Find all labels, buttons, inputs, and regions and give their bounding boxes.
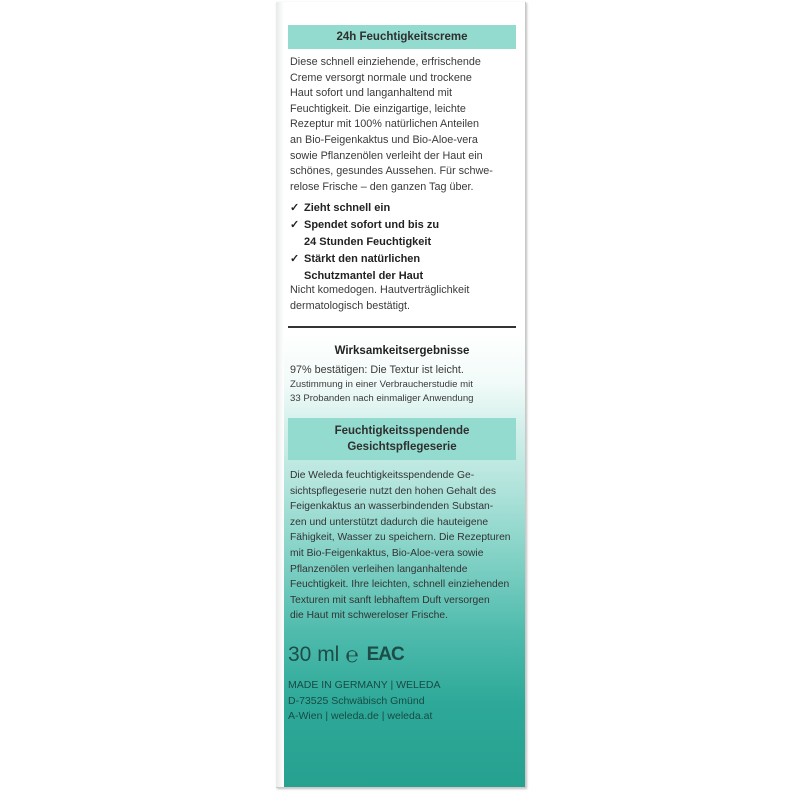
- series-line: sichtspflegeserie nutzt den hohen Gehalt des: [290, 485, 497, 497]
- manufacturer-info: [288, 678, 440, 725]
- section-divider: [288, 326, 516, 328]
- benefit-line: 24 Stunden Feuchtigkeit: [304, 236, 432, 248]
- series-title-line: Gesichtspflegeserie: [347, 441, 457, 453]
- efficacy-study-note: [290, 378, 518, 405]
- series-line: Fähigkeit, Wasser zu speichern. Die Rezepturen: [290, 532, 511, 544]
- series-line: Texturen mit sanft lebhaftem Duft versorgen: [290, 594, 490, 606]
- description-line: Diese schnell einziehende, erfrischende: [290, 56, 481, 68]
- manufacturer-line: A-Wien | weleda.de | weleda.at: [288, 710, 433, 722]
- volume-label: 30 ml: [288, 643, 340, 666]
- efficacy-result: 97% bestätigen: Die Textur ist leicht.: [290, 364, 464, 376]
- series-line: Pflanzenölen verleihen langanhaltende: [290, 563, 468, 575]
- series-line: Feigenkaktus an wasserbindenden Substan-: [290, 501, 494, 513]
- description-line: Creme versorgt normale und trockene: [290, 71, 472, 84]
- series-line: zen und unterstützt dadurch die hauteigene: [290, 516, 489, 528]
- description-line: relose Frische – den ganzen Tag über.: [290, 180, 474, 193]
- checkmark-icon: ✓: [290, 202, 300, 214]
- series-line: die Haut mit schwereloser Frische.: [290, 610, 448, 622]
- study-note-line: 33 Probanden nach einmaliger Anwendung: [290, 392, 474, 404]
- description-line: Rezeptur mit 100% natürlichen Anteilen: [290, 118, 480, 131]
- series-title-bar: [288, 418, 516, 460]
- series-line: Feuchtigkeit. Ihre leichten, schnell einziehenden: [290, 579, 510, 591]
- product-description: [290, 55, 518, 195]
- benefit-list: [290, 200, 518, 285]
- series-description: [290, 468, 518, 624]
- efficacy-title: Wirksamkeitsergebnisse: [334, 345, 470, 357]
- series-line: Die Weleda feuchtigkeitsspendende Ge-: [290, 470, 475, 481]
- description-line: an Bio-Feigenkaktus und Bio-Aloe-vera: [290, 133, 478, 146]
- manufacturer-line: D-73525 Schwäbisch Gmünd: [288, 694, 425, 707]
- benefit-line: Schutzmantel der Haut: [304, 270, 424, 282]
- checkmark-icon: ✓: [290, 253, 300, 265]
- study-note-line: Zustimmung in einer Verbraucherstudie mit: [290, 379, 473, 390]
- tolerance-note: [290, 283, 518, 314]
- product-title: 24h Feuchtigkeitscreme: [336, 31, 468, 43]
- benefit-line: Stärkt den natürlichen: [304, 253, 421, 265]
- benefit-item: [290, 251, 518, 285]
- description-line: Haut sofort und langanhaltend mit: [290, 87, 453, 100]
- benefit-item: [290, 200, 518, 217]
- description-line: schönes, gesundes Aussehen. Für schwe-: [290, 165, 493, 178]
- tolerance-line: dermatologisch bestätigt.: [290, 299, 411, 312]
- checkmark-icon: ✓: [290, 219, 300, 231]
- box-fold-edge: [276, 2, 284, 787]
- description-line: Feuchtigkeit. Die einzigartige, leichte: [290, 102, 466, 115]
- series-line: mit Bio-Feigenkaktus, Bio-Aloe-vera sowie: [290, 547, 484, 559]
- eac-mark-icon: EAC: [366, 644, 404, 665]
- product-title-bar: [288, 25, 516, 49]
- benefit-line: Zieht schnell ein: [304, 202, 391, 214]
- estimated-sign-icon: ℮: [345, 642, 359, 667]
- product-box-back: [276, 2, 526, 788]
- volume-row: [288, 642, 404, 668]
- tolerance-line: Nicht komedogen. Hautverträglichkeit: [290, 284, 470, 296]
- manufacturer-line: MADE IN GERMANY | WELEDA: [288, 679, 441, 691]
- benefit-line: Spendet sofort und bis zu: [304, 219, 440, 231]
- series-title-line: Feuchtigkeitsspendende: [334, 425, 470, 437]
- benefit-item: [290, 217, 518, 251]
- description-line: sowie Pflanzenölen verleiht der Haut ein: [290, 149, 483, 162]
